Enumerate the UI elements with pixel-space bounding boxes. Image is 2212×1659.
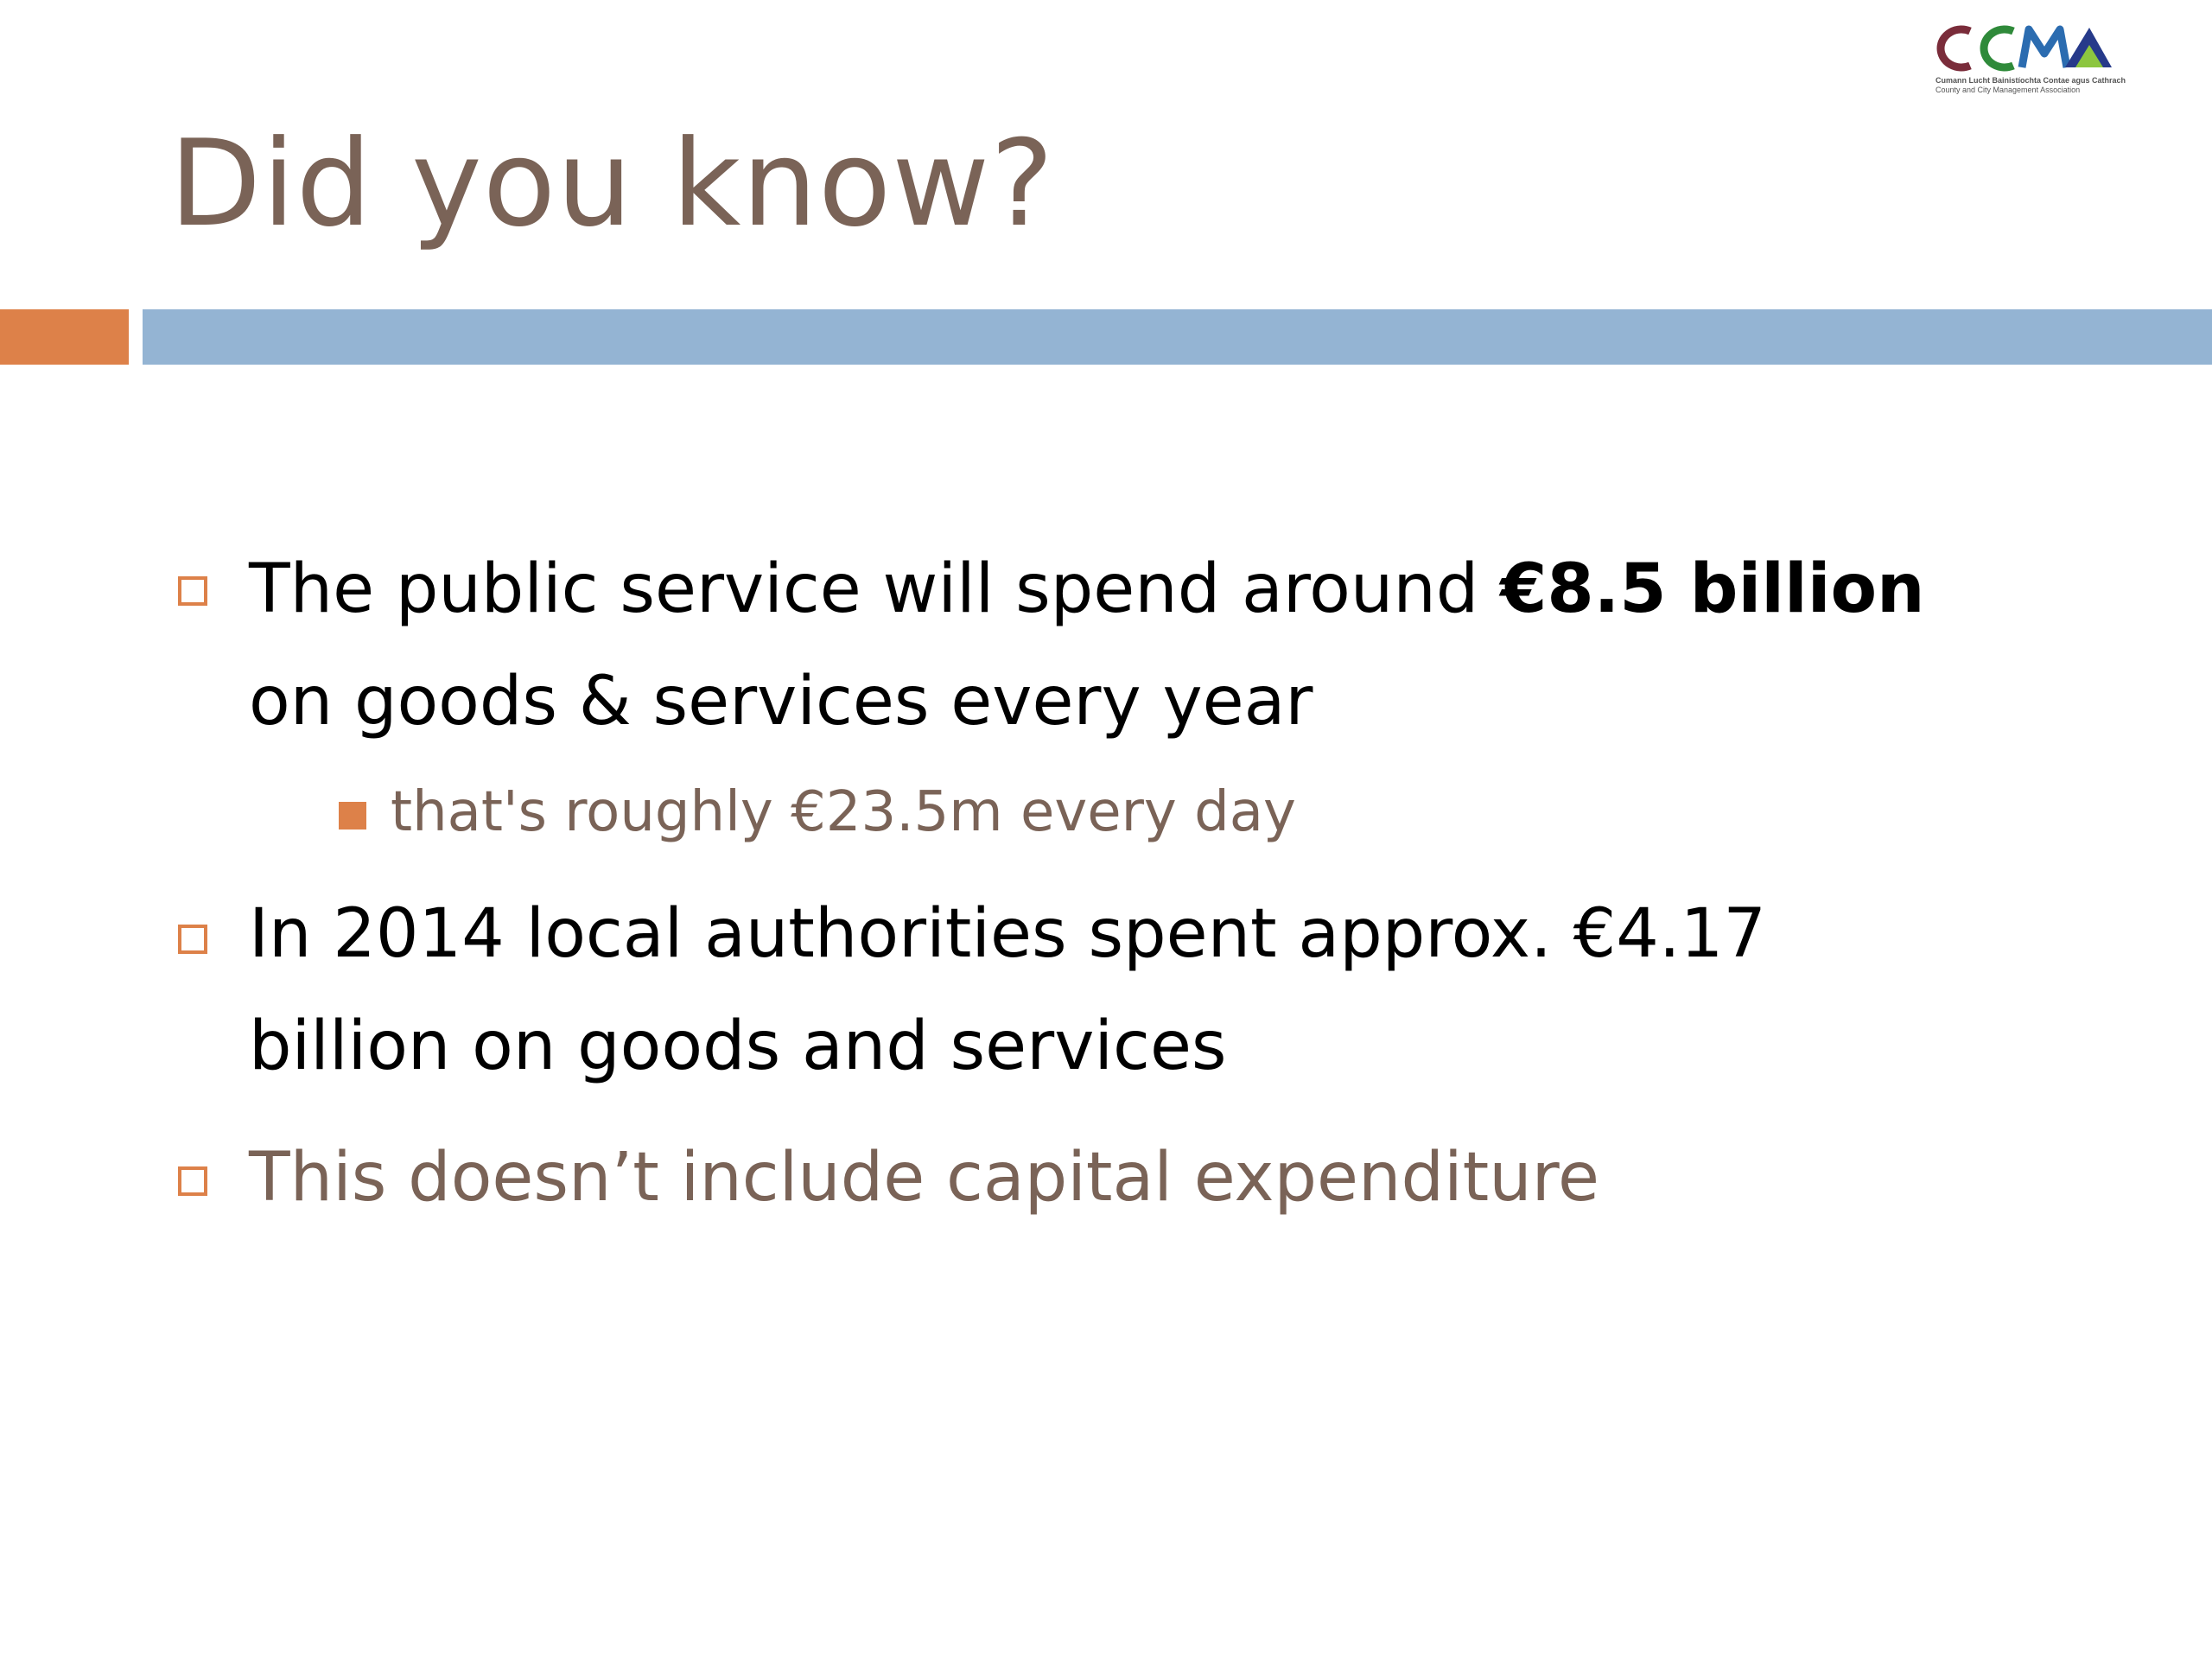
bullet-text: This doesn’t include capital expenditure bbox=[249, 1139, 1600, 1217]
slide-title: Did you know? bbox=[169, 114, 1055, 253]
title-divider-accent bbox=[0, 309, 129, 365]
sub-bullet-daily-spend bbox=[339, 769, 1296, 855]
hollow-square-bullet-icon bbox=[178, 1166, 207, 1196]
hollow-square-bullet-icon bbox=[178, 576, 207, 606]
bullet-local-authorities-spend bbox=[169, 878, 2122, 1103]
filled-square-bullet-icon bbox=[339, 802, 366, 830]
bullet-text bbox=[249, 533, 2122, 758]
hollow-square-bullet-icon bbox=[178, 925, 207, 954]
bullet-text-continuation: on goods & services every year bbox=[249, 663, 1313, 741]
bullet-capital-expenditure bbox=[169, 1122, 2122, 1234]
ccma-logo-mark bbox=[1936, 22, 2117, 74]
bullet-text-plain: The public service will spend around bbox=[249, 550, 1501, 628]
sub-bullet-text: that's roughly €23.5m every day bbox=[391, 780, 1296, 844]
bullet-public-service-spend bbox=[169, 533, 2122, 758]
logo-english-name: County and City Management Association bbox=[1936, 86, 2081, 94]
logo-irish-name: Cumann Lucht Bainistíochta Contae agus Cathrach bbox=[1936, 76, 2126, 85]
bullet-text: In 2014 local authorities spent approx. €4.17 billion on goods and services bbox=[249, 895, 1766, 1085]
bullet-text-bold-amount: €8.5 billion bbox=[1500, 550, 1925, 628]
ccma-logo bbox=[1936, 22, 2152, 118]
title-divider-bar bbox=[143, 309, 2212, 365]
